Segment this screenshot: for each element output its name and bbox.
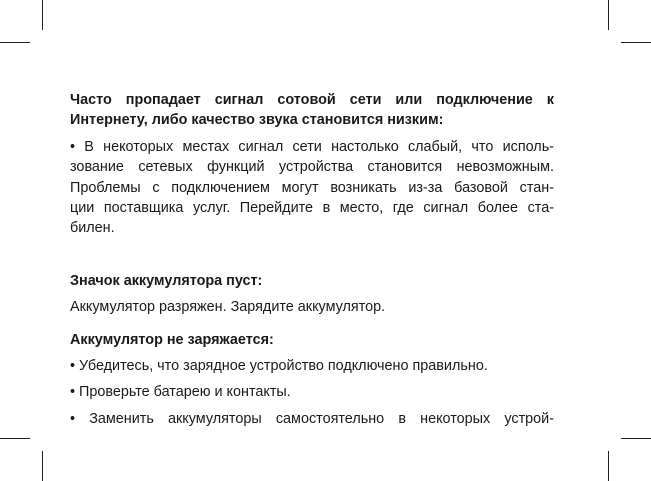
- crop-mark-top-left-vertical: [42, 0, 43, 30]
- section-battery-not-charging: [70, 330, 554, 430]
- crop-mark-top-left-horizontal: [0, 42, 30, 43]
- body-text-line: Проблемы с подключением могут возникать из-за базовой стан-: [70, 179, 554, 196]
- crop-mark-bottom-left-horizontal: [0, 438, 30, 439]
- manual-page-content: [70, 90, 554, 429]
- crop-mark-top-right-horizontal: [621, 42, 651, 43]
- section-battery-empty: [70, 271, 554, 318]
- body-text-line: • В некоторых местах сигнал сети настолько слабый, что исполь-: [70, 138, 554, 155]
- section-heading: Значок аккумулятора пуст:: [70, 272, 263, 289]
- body-text-line: билен.: [70, 220, 115, 237]
- crop-mark-bottom-right-horizontal: [621, 438, 651, 439]
- crop-mark-top-right-vertical: [608, 0, 609, 30]
- section-heading: Часто пропадает сигнал сотовой сети или подключение к: [70, 92, 554, 108]
- bullet-item: • Убедитесь, что зарядное устройство подключено правильно.: [70, 358, 488, 375]
- section-heading: Интернету, либо качество звука становится низким:: [70, 112, 444, 129]
- crop-mark-bottom-left-vertical: [42, 451, 43, 481]
- section-network-signal: [70, 90, 554, 239]
- body-text-line: Аккумулятор разряжен. Зарядите аккумулятор.: [70, 299, 386, 316]
- bullet-item: • Заменить аккумуляторы самостоятельно в некоторых устрой-: [70, 410, 554, 427]
- bullet-item: • Проверьте батарею и контакты.: [70, 384, 291, 401]
- body-text-line: ции поставщика услуг. Перейдите в место, где сигнал более ста-: [70, 200, 554, 217]
- crop-mark-bottom-right-vertical: [608, 451, 609, 481]
- body-text-line: зование сетевых функций устройства становится невозможным.: [70, 159, 554, 176]
- section-heading: Аккумулятор не заряжается:: [70, 331, 274, 348]
